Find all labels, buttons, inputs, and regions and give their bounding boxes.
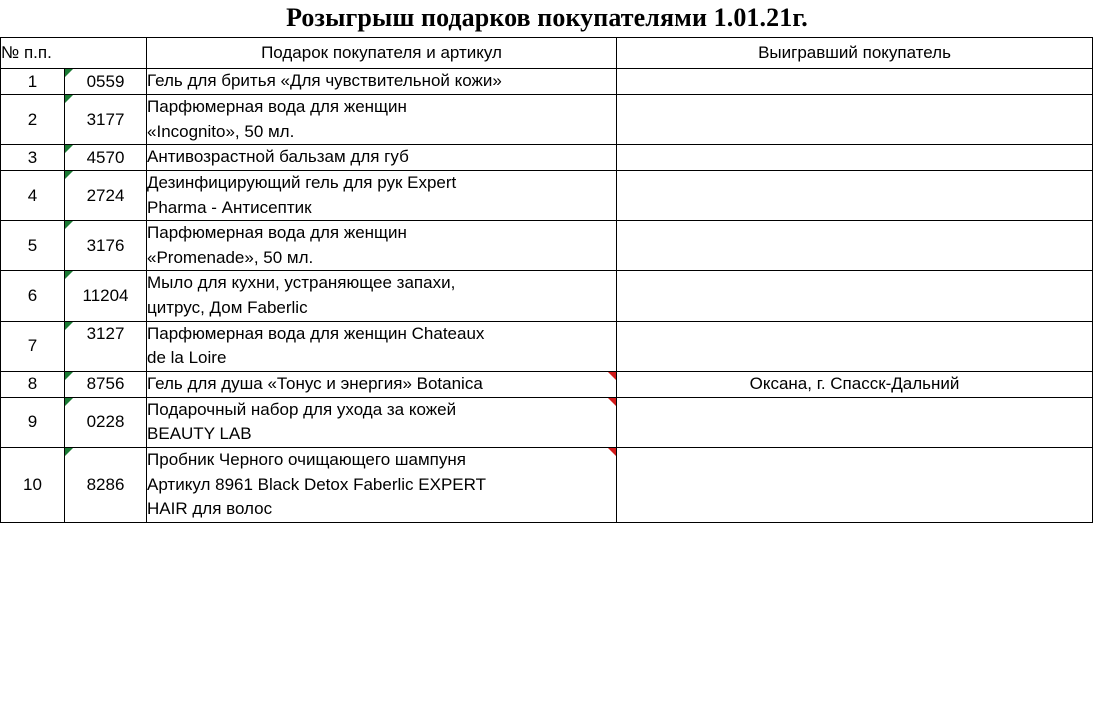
cell-winner [617,447,1093,522]
table-row [1,271,1093,321]
gift-name-line: Парфюмерная вода для женщин Chateaux [147,323,485,343]
cell-winner: Оксана, г. Спасск-Дальний [617,371,1093,397]
cell-winner [617,271,1093,321]
column-header-gift: Подарок покупателя и артикул [147,38,617,69]
table-row [1,145,1093,171]
table-row [1,397,1093,447]
gift-name-line: «Promenade», 50 мл. [147,247,314,267]
cell-article: 0559 [65,69,147,95]
cell-article: 3176 [65,221,147,271]
cell-article: 3127 [65,321,147,371]
column-header-winner: Выигравший покупатель [617,38,1093,69]
cell-number: 4 [1,170,65,220]
cell-article: 8286 [65,447,147,522]
page-title: Розыгрыш подарков покупателями 1.01.21г. [286,3,808,32]
cell-number: 2 [1,94,65,144]
cell-number: 8 [1,371,65,397]
gift-name-line: Парфюмерная вода для женщин [147,96,407,116]
cell-article: 11204 [65,271,147,321]
cell-winner [617,321,1093,371]
cell-article: 8756 [65,371,147,397]
gift-name-line: «Incognito», 50 мл. [147,121,295,141]
cell-gift-name [147,145,617,171]
cell-gift-name [147,221,617,271]
cell-number: 9 [1,397,65,447]
table-row [1,94,1093,144]
gift-name-line: Гель для душа «Тонус и энергия» Botanica [147,373,483,393]
gift-name-line: Артикул 8961 Black Detox Faberlic EXPERT [147,474,486,494]
table-row [1,371,1093,397]
table-header-row [1,38,1093,69]
gift-name-line: цитрус, Дом Faberlic [147,298,308,318]
cell-gift-name [147,321,617,371]
cell-number: 10 [1,447,65,522]
gift-name-line: Парфюмерная вода для женщин [147,223,407,243]
cell-winner [617,145,1093,171]
cell-gift-name [147,69,617,95]
cell-article: 4570 [65,145,147,171]
gift-name-line: Антивозрастной бальзам для губ [147,147,409,167]
gift-name-line: Подарочный набор для ухода за кожей [147,399,457,419]
gift-name-line: Pharma - Антисептик [147,197,312,217]
table-row [1,321,1093,371]
gift-name-line: de la Loire [147,348,227,368]
gift-name-line: Мыло для кухни, устраняющее запахи, [147,273,456,293]
gift-name-line: Дезинфицирующий гель для рук Expert [147,172,457,192]
cell-article: 0228 [65,397,147,447]
cell-winner [617,170,1093,220]
table-body [1,69,1093,523]
cell-winner [617,397,1093,447]
cell-gift-name [147,271,617,321]
cell-gift-name [147,371,617,397]
cell-winner [617,69,1093,95]
cell-article: 3177 [65,94,147,144]
cell-article: 2724 [65,170,147,220]
cell-gift-name [147,447,617,522]
cell-number: 6 [1,271,65,321]
gift-name-line: Пробник Черного очищающего шампуня [147,449,466,469]
cell-winner [617,221,1093,271]
table-row [1,69,1093,95]
cell-gift-name [147,170,617,220]
cell-number: 5 [1,221,65,271]
cell-winner [617,94,1093,144]
cell-number: 1 [1,69,65,95]
gift-name-line: Гель для бритья «Для чувствительной кожи» [147,71,502,91]
gift-raffle-table [0,37,1093,523]
cell-number: 3 [1,145,65,171]
table-row [1,170,1093,220]
cell-number: 7 [1,321,65,371]
column-header-number: № п.п. [1,38,147,69]
gift-name-line: BEAUTY LAB [147,424,252,444]
cell-gift-name [147,94,617,144]
table-row [1,221,1093,271]
gift-name-line: HAIR для волос [147,499,273,519]
cell-gift-name [147,397,617,447]
table-row [1,447,1093,522]
